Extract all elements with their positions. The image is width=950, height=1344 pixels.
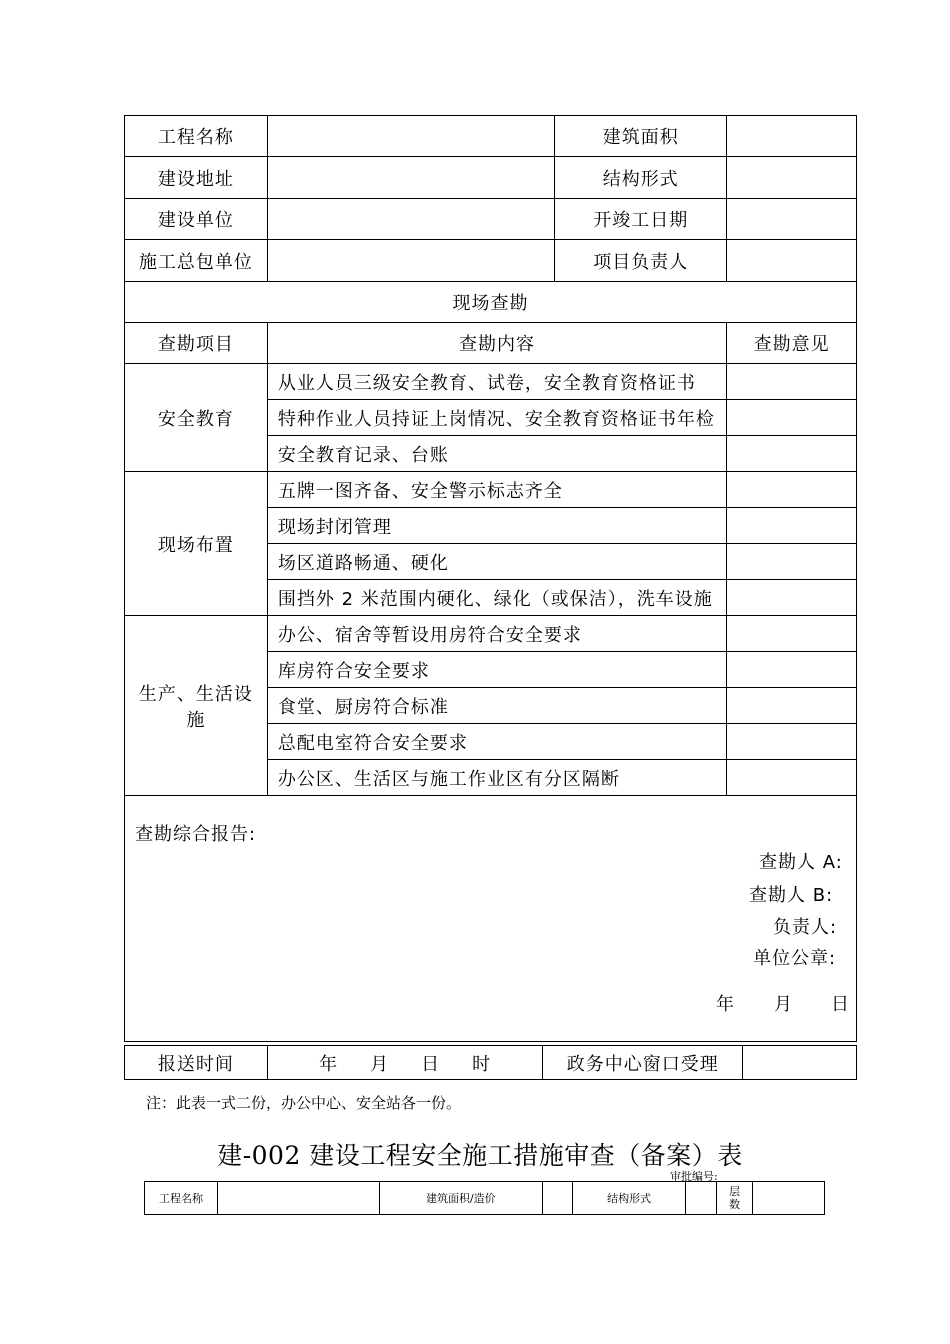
opinion-cell[interactable] [727, 724, 857, 760]
inspection-table [124, 115, 857, 1042]
build-address-field[interactable] [267, 157, 555, 199]
submit-time-label: 报送时间 [125, 1046, 268, 1080]
report-day: 日 [831, 994, 850, 1015]
area-cost-field[interactable] [542, 1182, 573, 1215]
header-item: 查勘项目 [125, 323, 268, 364]
check-item: 现场封闭管理 [267, 508, 726, 544]
project-name-label: 工程名称 [125, 116, 268, 157]
opinion-cell[interactable] [727, 364, 857, 400]
submit-day: 日 [421, 1053, 441, 1075]
check-item: 总配电室符合安全要求 [267, 724, 726, 760]
project-manager-field[interactable] [727, 240, 857, 282]
general-contractor-label: 施工总包单位 [125, 240, 268, 282]
opinion-cell[interactable] [727, 400, 857, 436]
floors-label-line2: 数 [729, 1198, 741, 1211]
check-item: 食堂、厨房符合标准 [267, 688, 726, 724]
structure-label-2: 结构形式 [573, 1182, 686, 1215]
opinion-cell[interactable] [727, 436, 857, 472]
building-area-field[interactable] [727, 116, 857, 157]
report-month: 月 [774, 994, 793, 1015]
project-manager-label: 项目负责人 [555, 240, 727, 282]
table-row [125, 472, 857, 508]
responsible-label: 负责人: [773, 917, 838, 938]
group-name: 安全教育 [125, 364, 268, 472]
build-address-label: 建设地址 [125, 157, 268, 199]
inspector-a-label: 查勘人 A: [759, 852, 843, 873]
build-unit-label: 建设单位 [125, 199, 268, 240]
review-table [144, 1181, 825, 1215]
opinion-cell[interactable] [727, 544, 857, 580]
header-content: 查勘内容 [267, 323, 726, 364]
check-item: 办公、宿舍等暂设用房符合安全要求 [267, 616, 726, 652]
floors-label [716, 1182, 753, 1215]
check-item: 安全教育记录、台账 [267, 436, 726, 472]
check-item: 围挡外 2 米范围内硬化、绿化（或保洁），洗车设施 [267, 580, 726, 616]
start-end-date-field[interactable] [727, 199, 857, 240]
report-year: 年 [716, 994, 735, 1015]
check-item: 从业人员三级安全教育、试卷，安全教育资格证书 [267, 364, 726, 400]
form-note: 注：此表一式二份，办公中心、安全站各一份。 [146, 1094, 462, 1112]
build-unit-field[interactable] [267, 199, 555, 240]
opinion-cell[interactable] [727, 652, 857, 688]
inspector-b-label: 查勘人 B: [749, 885, 834, 906]
submit-month: 月 [370, 1053, 390, 1075]
report-label: 查勘综合报告: [135, 824, 257, 845]
building-area-label: 建筑面积 [555, 116, 727, 157]
project-name-field-2[interactable] [217, 1182, 379, 1215]
general-contractor-field[interactable] [267, 240, 555, 282]
check-item: 办公区、生活区与施工作业区有分区隔断 [267, 760, 726, 796]
check-item: 库房符合安全要求 [267, 652, 726, 688]
floors-field[interactable] [753, 1182, 825, 1215]
window-accept-field[interactable] [743, 1046, 857, 1080]
document-title: 建-002 建设工程安全施工措施审查（备案）表 [217, 1141, 743, 1170]
info-row [125, 240, 857, 282]
table-row [125, 364, 857, 400]
check-item: 特种作业人员持证上岗情况、安全教育资格证书年检 [267, 400, 726, 436]
area-cost-label: 建筑面积/造价 [379, 1182, 542, 1215]
opinion-cell[interactable] [727, 472, 857, 508]
submit-hour: 时 [472, 1053, 492, 1075]
header-row [125, 323, 857, 364]
info-row [125, 116, 857, 157]
opinion-cell[interactable] [727, 580, 857, 616]
floors-label-line1: 层 [729, 1185, 741, 1198]
structure-type-field[interactable] [727, 157, 857, 199]
project-name-field[interactable] [267, 116, 555, 157]
check-item: 五牌一图齐备、安全警示标志齐全 [267, 472, 726, 508]
table-row [125, 616, 857, 652]
info-row [125, 157, 857, 199]
submit-year: 年 [319, 1053, 339, 1075]
submit-row [124, 1045, 857, 1080]
report-section[interactable] [125, 796, 857, 1042]
header-opinion: 查勘意见 [727, 323, 857, 364]
info-row [125, 199, 857, 240]
opinion-cell[interactable] [727, 508, 857, 544]
start-end-date-label: 开竣工日期 [555, 199, 727, 240]
group-name: 生产、生活设施 [125, 616, 268, 796]
section-title: 现场查勘 [125, 282, 857, 323]
check-item: 场区道路畅通、硬化 [267, 544, 726, 580]
structure-field-2[interactable] [686, 1182, 717, 1215]
unit-seal-label: 单位公章: [753, 948, 837, 969]
opinion-cell[interactable] [727, 760, 857, 796]
structure-type-label: 结构形式 [555, 157, 727, 199]
window-accept-label: 政务中心窗口受理 [543, 1046, 743, 1080]
opinion-cell[interactable] [727, 688, 857, 724]
approval-number-label: 审批编号: [670, 1170, 718, 1183]
submit-time-field[interactable] [267, 1046, 543, 1080]
opinion-cell[interactable] [727, 616, 857, 652]
project-name-label-2: 工程名称 [145, 1182, 218, 1215]
group-name: 现场布置 [125, 472, 268, 616]
